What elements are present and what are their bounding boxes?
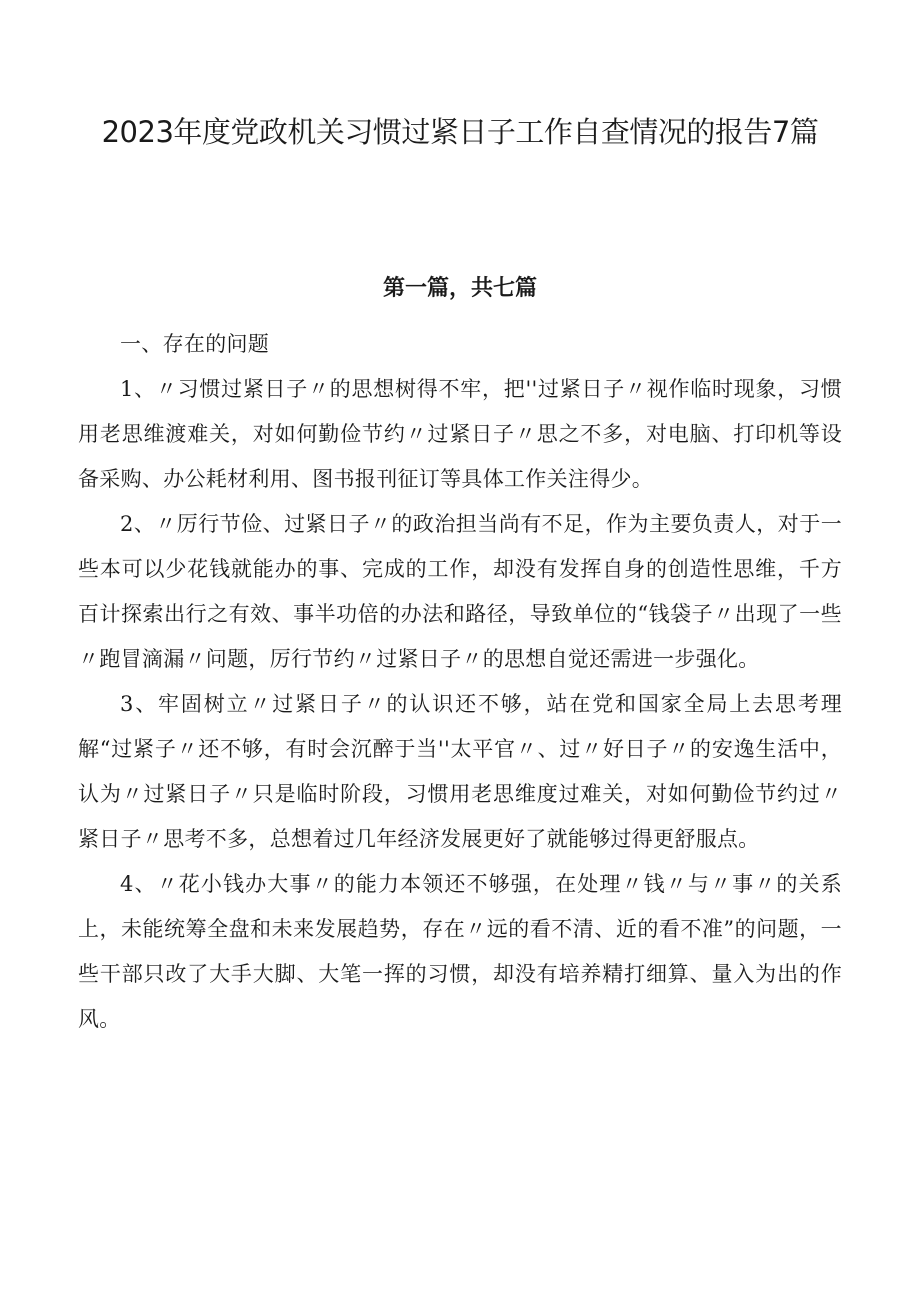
- document-title: 2023年度党政机关习惯过紧日子工作自查情况的报告7篇: [101, 115, 819, 149]
- document-body: [78, 322, 842, 1042]
- sub-heading: 一、存在的问题: [120, 332, 270, 356]
- paragraph-3: 3、牢固树立〃过紧日子〃的认识还不够，站在党和国家全局上去思考理解“过紧子〃还不够，有时会沉醉于当''太平官〃、过〃好日子〃的安逸生活中，认为〃过紧日子〃只是临时阶段，习惯用老思维度过难关，对如何勤俭节约过〃紧日子〃思考不多，总想着过几年经济发展更好了就能够过得更舒服点。: [78, 692, 842, 851]
- paragraph-4: 4、〃花小钱办大事〃的能力本领还不够强，在处理〃钱〃与〃事〃的关系上，未能统筹全盘和未来发展趋势，存在〃远的看不清、近的看不准”的问题，一些干部只改了大手大脚、大笔一挥的习惯，却没有培养精打细算、量入为出的作风。: [78, 872, 842, 1031]
- section-heading: 第一篇，共七篇: [382, 276, 537, 301]
- paragraph-1: 1、〃习惯过紧日子〃的思想树得不牢，把''过紧日子〃视作临时现象，习惯用老思维渡难关，对如何勤俭节约〃过紧日子〃思之不多，对电脑、打印机等设备采购、办公耗材利用、图书报刊征订等具体工作关注得少。: [78, 377, 842, 491]
- paragraph-2: 2、〃厉行节俭、过紧日子〃的政治担当尚有不足，作为主要负责人，对于一些本可以少花钱就能办的事、完成的工作，却没有发挥自身的创造性思维，千方百计探索出行之有效、事半功倍的办法和路径，导致单位的“钱袋子〃出现了一些〃跑冒滴漏〃问题，厉行节约〃过紧日子〃的思想自觉还需进一步强化。: [78, 512, 842, 671]
